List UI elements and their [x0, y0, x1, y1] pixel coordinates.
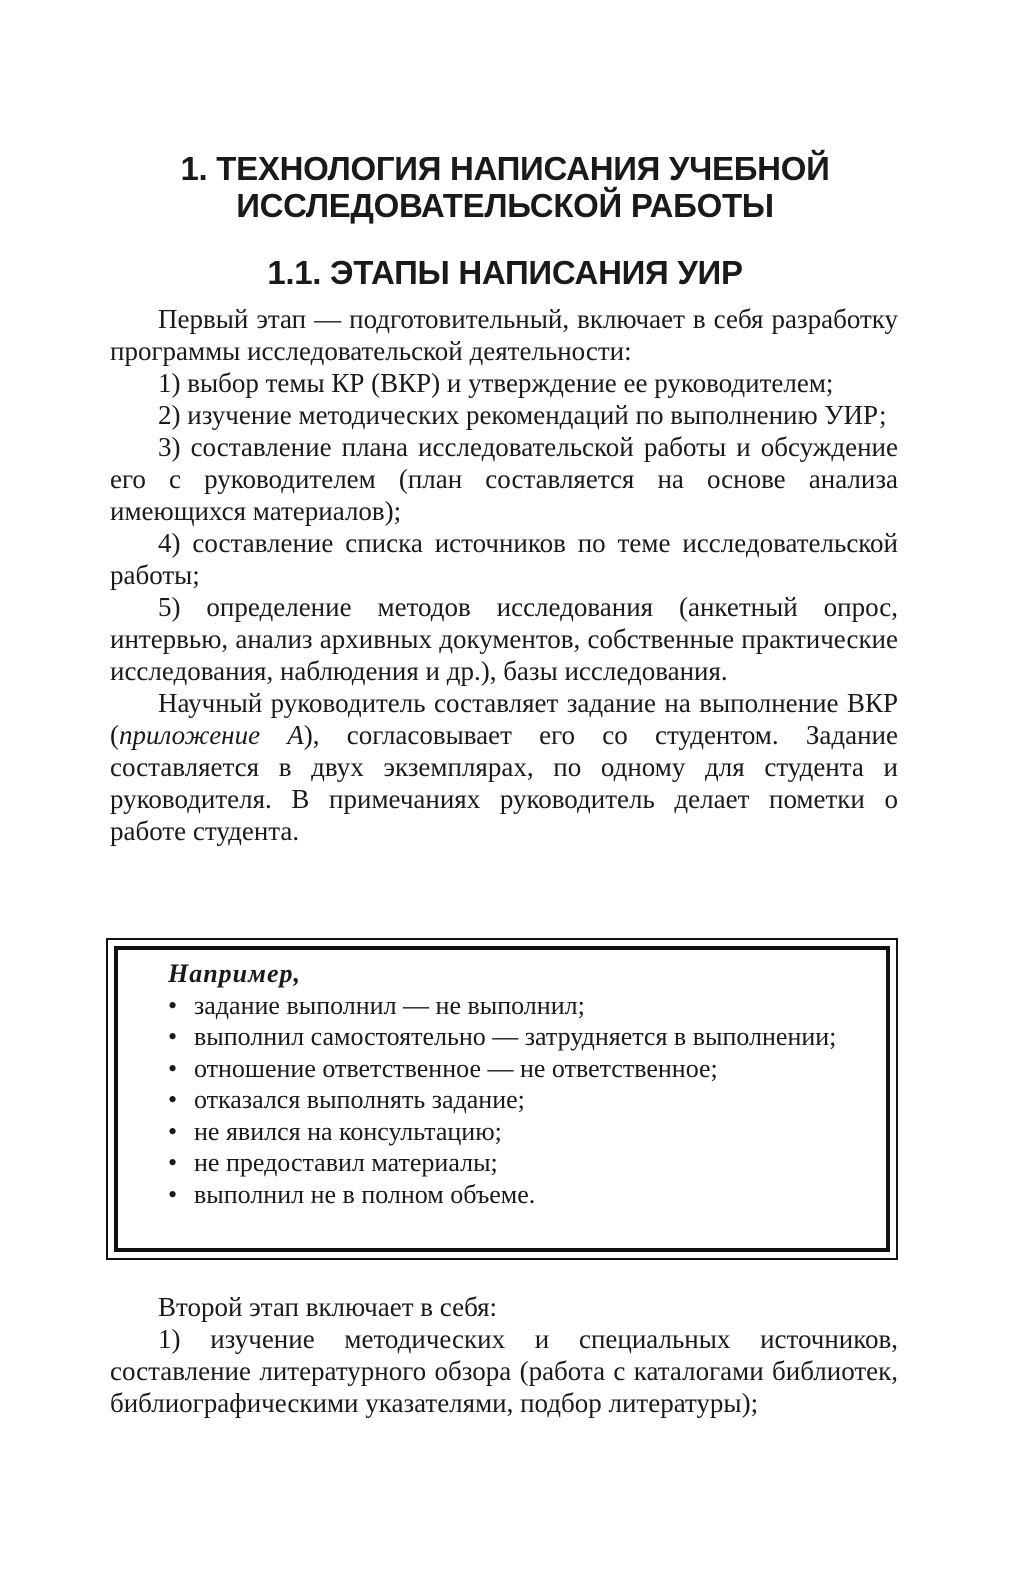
example-item	[168, 1147, 848, 1179]
bullet-icon: •	[168, 1179, 178, 1209]
example-item	[168, 990, 848, 1022]
bullet-icon: •	[168, 1148, 178, 1177]
stage-one-item: 5) определение методов исследования (анкетный опрос, интервью, анализ архивных документов, собственные практические исследования, наблюдения и др.), базы исследования.	[110, 592, 898, 686]
example-item	[168, 1116, 848, 1148]
stage-two-intro: Второй этап включает в себя:	[158, 1292, 498, 1322]
chapter-title-line: ИССЛЕДОВАТЕЛЬСКОЙ РАБОТЫ	[236, 187, 774, 224]
example-item-text: выполнил самостоятельно — затрудняется в выполнении;	[194, 1022, 837, 1051]
example-box	[106, 938, 898, 1260]
supervisor-text-before: Научный руководитель составляет задание на выполнение ВКР (	[110, 688, 898, 750]
stage-one-item: 3) составление плана исследовательской работы и обсуждение его с руководителем (план составляется на основе анализа имеющихся материалов);	[110, 432, 898, 526]
example-item-text: выполнил не в полном объеме.	[194, 1179, 536, 1209]
example-item-text: отказался выполнять задание;	[194, 1085, 525, 1114]
stage-two-text	[110, 1291, 898, 1419]
stage-one-item: 1) выбор темы КР (ВКР) и утверждение ее руководителем;	[158, 368, 834, 398]
example-item	[168, 1179, 848, 1211]
example-item-text: не предоставил материалы;	[194, 1148, 498, 1177]
bullet-icon: •	[168, 990, 178, 1020]
example-item-text: задание выполнил — не выполнил;	[194, 990, 585, 1020]
bullet-icon: •	[168, 1053, 178, 1083]
stage-one-item: 2) изучение методических рекомендаций по выполнению УИР;	[158, 400, 887, 430]
stage-two-item: 1) изучение методических и специальных источников, составление литературного обзора (работа с каталогами библиотек, библиографическими указателями, подбор литературы);	[110, 1324, 898, 1418]
supervisor-paragraph	[110, 687, 898, 847]
chapter-title	[110, 150, 900, 224]
bullet-icon: •	[168, 1085, 178, 1114]
example-item	[168, 1084, 848, 1116]
appendix-reference: приложение А	[119, 720, 304, 750]
section-title: 1.1. ЭТАПЫ НАПИСАНИЯ УИР	[267, 254, 743, 291]
example-content	[168, 958, 848, 1210]
bullet-icon: •	[168, 1022, 178, 1051]
supervisor-text-after: ), согласовывает его со студентом. Задание составляется в двух экземплярах, по одному для студента и руководителя. В примечаниях руководитель делает пометки о работе студента.	[110, 720, 898, 846]
bullet-icon: •	[168, 1116, 178, 1146]
stage-one-text	[110, 303, 898, 847]
chapter-title-line: 1. ТЕХНОЛОГИЯ НАПИСАНИЯ УЧЕБНОЙ	[180, 150, 830, 187]
example-item-text: не явился на консультацию;	[194, 1116, 502, 1146]
stage-one-intro: Первый этап — подготовительный, включает в себя разработку программы исследовательской деятельности:	[110, 304, 898, 366]
example-label: Например,	[168, 959, 301, 988]
example-item	[168, 1021, 848, 1053]
example-list	[168, 990, 848, 1211]
example-item	[168, 1053, 848, 1085]
example-item-text: отношение ответственное — не ответственное;	[194, 1053, 718, 1083]
stage-one-item: 4) составление списка источников по теме исследовательской работы;	[110, 528, 898, 590]
